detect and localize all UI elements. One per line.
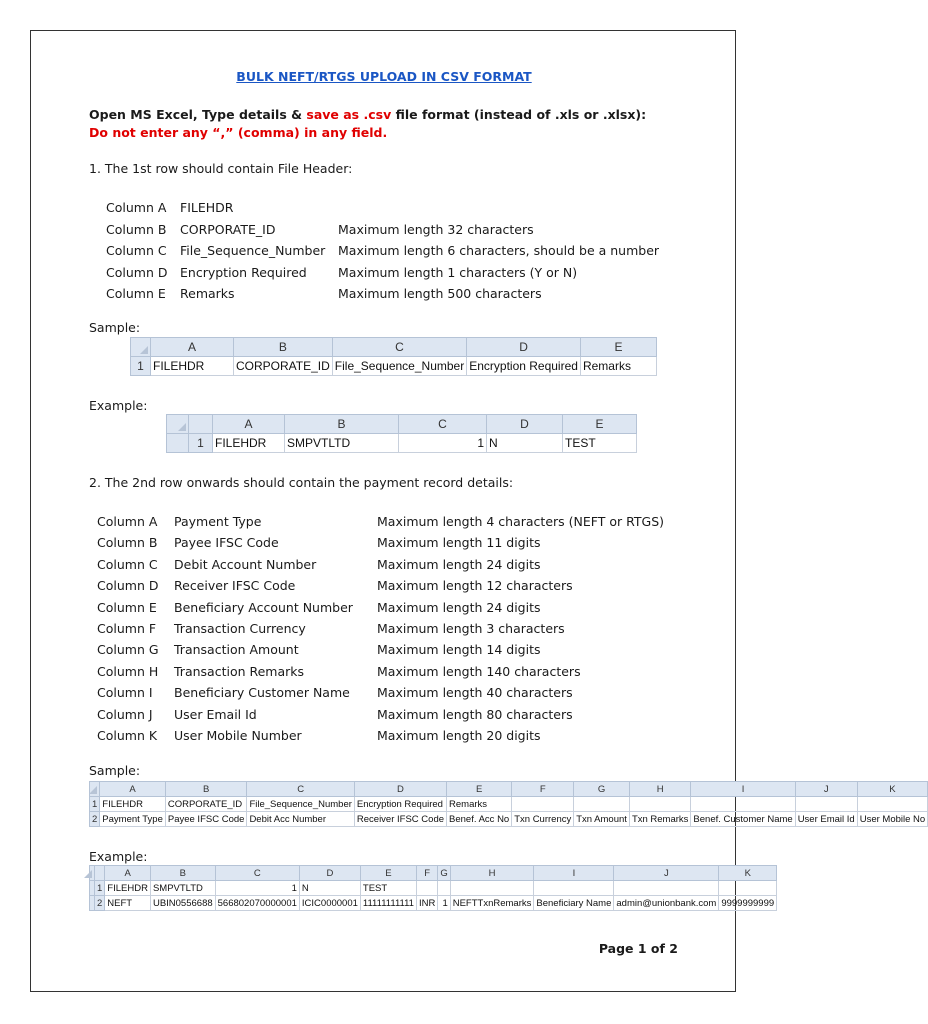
table-cell: File_Sequence_Number (332, 357, 466, 376)
section1-example-table (166, 414, 637, 453)
column-header: A (100, 782, 166, 797)
column-desc: Maximum length 11 digits (377, 535, 541, 551)
column-header: G (574, 782, 630, 797)
table-cell (416, 881, 437, 896)
column-col: Column D (97, 578, 159, 594)
column-name: Beneficiary Account Number (174, 599, 353, 615)
table-cell: Payee IFSC Code (165, 812, 247, 827)
intro-instruction (89, 107, 646, 122)
comma-warning: Do not enter any “,” (comma) in any field. (89, 125, 388, 140)
table-row (90, 881, 777, 896)
table-cell: 11111111111 (360, 896, 416, 911)
column-header: J (795, 782, 857, 797)
row-number: 1 (131, 357, 151, 376)
column-header: J (614, 866, 719, 881)
select-all-corner (167, 415, 189, 434)
table-row (90, 896, 777, 911)
column-col: Column J (97, 706, 153, 722)
column-header: A (151, 338, 234, 357)
intro-text-highlight: save as .csv (306, 107, 392, 122)
column-header: F (512, 782, 574, 797)
column-header: E (563, 415, 637, 434)
column-name: CORPORATE_ID (180, 221, 276, 237)
column-name: FILEHDR (180, 200, 234, 215)
column-col: Column E (106, 286, 166, 301)
table-cell: File_Sequence_Number (247, 797, 354, 812)
select-all-corner (90, 782, 100, 797)
section1-sample-table (130, 337, 657, 376)
column-header: A (105, 866, 151, 881)
column-header: E (580, 338, 656, 357)
column-header: H (450, 866, 534, 881)
column-name: User Email Id (174, 706, 257, 722)
table-cell: SMPVTLTD (285, 434, 399, 453)
column-col: Column D (106, 264, 168, 280)
column-header: D (354, 782, 446, 797)
column-header: E (447, 782, 512, 797)
intro-text-b: file format (instead of .xls or .xlsx): (391, 107, 647, 122)
column-name: Transaction Amount (174, 642, 299, 658)
table-cell: Payment Type (100, 812, 166, 827)
section2-example-table (89, 865, 777, 911)
column-desc: Maximum length 6 characters, should be a number (338, 243, 660, 258)
column-col: Column I (97, 685, 153, 701)
table-cell: SMPVTLTD (150, 881, 215, 896)
table-cell: Remarks (580, 357, 656, 376)
column-col: Column E (97, 599, 157, 615)
section2-sample-label: Sample: (89, 763, 141, 778)
column-header: I (691, 782, 795, 797)
table-cell: User Mobile No (857, 812, 927, 827)
column-name: Payment Type (174, 514, 262, 529)
intro-text-a: Open MS Excel, Type details & (89, 107, 307, 122)
column-desc: Maximum length 4 characters (NEFT or RTGS) (377, 514, 665, 529)
column-header: G (438, 866, 450, 881)
table-cell: Txn Amount (574, 812, 630, 827)
table-cell: Txn Currency (512, 812, 574, 827)
table-cell (534, 881, 614, 896)
column-desc: Maximum length 12 characters (377, 578, 573, 594)
column-desc: Maximum length 20 digits (377, 728, 541, 743)
table-cell: FILEHDR (151, 357, 234, 376)
column-desc: Maximum length 1 characters (Y or N) (338, 264, 578, 280)
table-cell: N (299, 881, 360, 896)
row-number: 1 (189, 434, 213, 453)
column-col: Column C (106, 243, 167, 258)
column-name: Receiver IFSC Code (174, 578, 296, 594)
table-cell: ICIC0000001 (299, 896, 360, 911)
header-spacer (95, 866, 105, 881)
row-number-pad (167, 434, 189, 453)
table-cell: N (487, 434, 563, 453)
table-cell (857, 797, 927, 812)
table-cell (719, 881, 777, 896)
table-cell (438, 881, 450, 896)
section1-example-label: Example: (89, 398, 148, 413)
column-name: Transaction Remarks (174, 663, 305, 679)
column-header: A (213, 415, 285, 434)
table-cell (795, 797, 857, 812)
table-cell: FILEHDR (105, 881, 151, 896)
table-cell: Beneficiary Name (534, 896, 614, 911)
table-cell: FILEHDR (213, 434, 285, 453)
table-cell: Encryption Required (354, 797, 446, 812)
column-header: D (467, 338, 581, 357)
table-cell: TEST (360, 881, 416, 896)
column-desc: Maximum length 80 characters (377, 706, 573, 722)
table-row (167, 434, 637, 453)
select-all-corner (131, 338, 151, 357)
column-header: E (360, 866, 416, 881)
column-col: Column F (97, 621, 157, 636)
table-cell: 1 (215, 881, 299, 896)
column-col: Column A (97, 514, 158, 529)
column-header: I (534, 866, 614, 881)
table-cell (691, 797, 795, 812)
table-cell: User Email Id (795, 812, 857, 827)
table-cell: FILEHDR (100, 797, 166, 812)
column-header: C (215, 866, 299, 881)
column-header: K (857, 782, 927, 797)
column-col: Column K (97, 728, 158, 743)
column-name: Transaction Currency (174, 621, 306, 636)
table-cell (450, 881, 534, 896)
table-cell: Encryption Required (467, 357, 581, 376)
section2-sample-table (89, 781, 928, 827)
column-desc: Maximum length 24 digits (377, 556, 541, 572)
column-name: Encryption Required (180, 264, 307, 280)
table-cell: CORPORATE_ID (165, 797, 247, 812)
column-desc: Maximum length 14 digits (377, 642, 541, 658)
row-number: 1 (95, 881, 105, 896)
table-cell: Txn Remarks (629, 812, 690, 827)
column-col: Column G (97, 642, 159, 658)
column-desc: Maximum length 140 characters (377, 663, 581, 679)
table-cell: 566802070000001 (215, 896, 299, 911)
document-title: BULK NEFT/RTGS UPLOAD IN CSV FORMAT (236, 69, 532, 84)
column-header: B (285, 415, 399, 434)
table-cell: INR (416, 896, 437, 911)
column-desc: Maximum length 500 characters (338, 286, 542, 301)
column-header: D (299, 866, 360, 881)
column-name: Debit Account Number (174, 556, 317, 572)
table-cell (629, 797, 690, 812)
column-header: C (247, 782, 354, 797)
column-name: File_Sequence_Number (180, 243, 326, 258)
column-name: Remarks (180, 286, 235, 301)
table-cell: Receiver IFSC Code (354, 812, 446, 827)
table-cell (614, 881, 719, 896)
table-cell: Benef. Customer Name (691, 812, 795, 827)
column-desc: Maximum length 3 characters (377, 621, 565, 636)
table-cell (512, 797, 574, 812)
table-cell: NEFTTxnRemarks (450, 896, 534, 911)
column-header: B (150, 866, 215, 881)
row-number: 2 (95, 896, 105, 911)
section2-heading: 2. The 2nd row onwards should contain the payment record details: (89, 475, 514, 490)
column-header: B (165, 782, 247, 797)
table-cell: UBIN0556688 (150, 896, 215, 911)
row-number: 1 (90, 797, 100, 812)
column-header: H (629, 782, 690, 797)
section2-example-label: Example: (89, 849, 148, 864)
column-header: D (487, 415, 563, 434)
table-cell: 9999999999 (719, 896, 777, 911)
column-desc: Maximum length 32 characters (338, 221, 534, 237)
section1-sample-label: Sample: (89, 320, 141, 335)
column-header: K (719, 866, 777, 881)
column-desc: Maximum length 40 characters (377, 685, 573, 701)
column-header: F (416, 866, 437, 881)
table-cell: Debit Acc Number (247, 812, 354, 827)
table-cell: TEST (563, 434, 637, 453)
table-row (131, 357, 657, 376)
column-header: C (399, 415, 487, 434)
table-row (90, 812, 928, 827)
column-col: Column C (97, 556, 158, 572)
table-cell: 1 (438, 896, 450, 911)
select-all-corner (90, 866, 95, 881)
table-cell (574, 797, 630, 812)
table-cell: NEFT (105, 896, 151, 911)
column-name: User Mobile Number (174, 728, 302, 743)
table-cell: Remarks (447, 797, 512, 812)
table-cell: Benef. Acc No (447, 812, 512, 827)
row-number: 2 (90, 812, 100, 827)
header-spacer (189, 415, 213, 434)
column-desc: Maximum length 24 digits (377, 599, 541, 615)
section1-heading: 1. The 1st row should contain File Header: (89, 161, 353, 176)
column-name: Beneficiary Customer Name (174, 685, 350, 701)
column-col: Column B (106, 221, 167, 237)
column-col: Column B (97, 535, 158, 551)
page-number: Page 1 of 2 (598, 941, 678, 956)
table-cell: admin@unionbank.com (614, 896, 719, 911)
table-row (90, 797, 928, 812)
table-cell: CORPORATE_ID (234, 357, 333, 376)
column-col: Column H (97, 663, 159, 679)
column-col: Column A (106, 200, 167, 215)
column-name: Payee IFSC Code (174, 535, 279, 551)
column-header: B (234, 338, 333, 357)
column-header: C (332, 338, 466, 357)
table-cell: 1 (399, 434, 487, 453)
